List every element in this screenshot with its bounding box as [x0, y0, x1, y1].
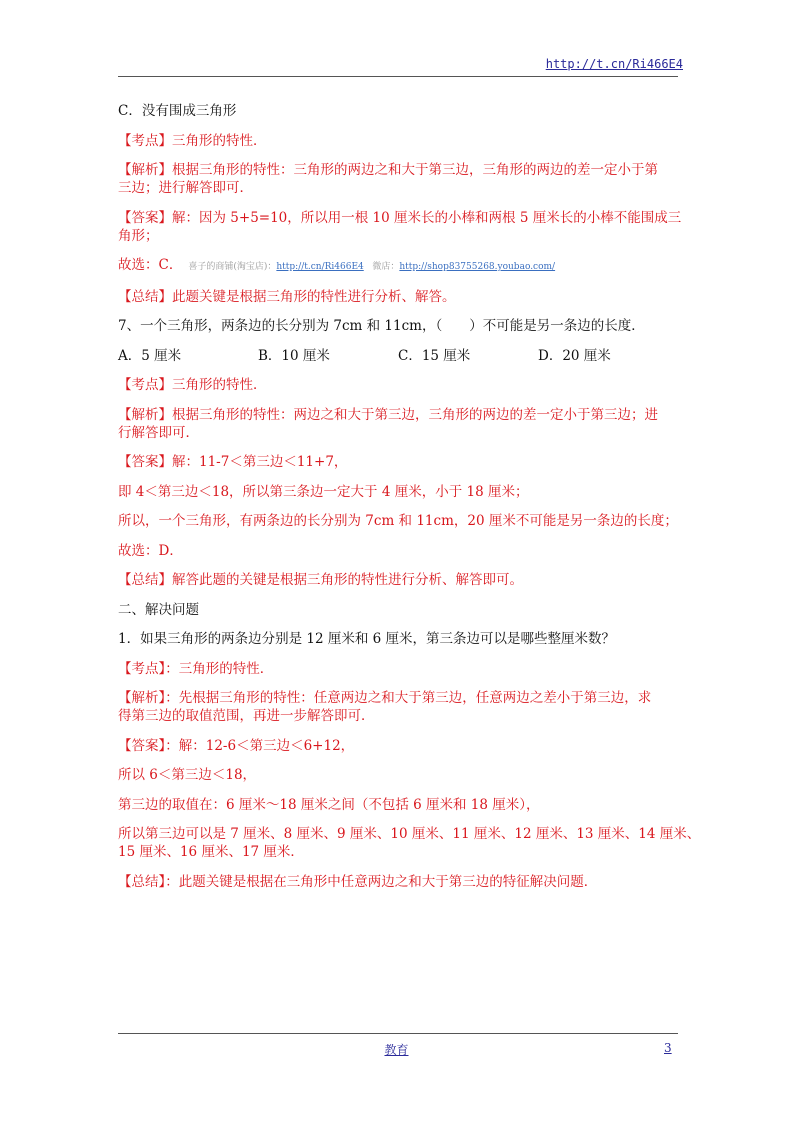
zongjie-1: 【总结】此题关键是根据三角形的特性进行分析、解答。 [118, 288, 456, 305]
jiexi-3-a: 【解析】：先根据三角形的特性：任意两边之和大于第三边，任意两边之差小于第三边，求 [118, 690, 652, 706]
watermark-shop-link[interactable]: http://t.cn/Ri466E4 [276, 262, 364, 272]
daan-3-e: 15 厘米、16 厘米、17 厘米． [118, 844, 304, 860]
watermark [188, 262, 555, 272]
watermark-weidian-link[interactable]: http://shop83755268.youbao.com/ [399, 262, 556, 272]
guxuan-1 [118, 256, 678, 276]
problem-1: 1．如果三角形的两条边分别是 12 厘米和 6 厘米，第三条边可以是哪些整厘米数？ [118, 631, 616, 647]
guxuan-2: 故选：D． [118, 542, 183, 559]
zongjie-3: 【总结】：此题关键是根据在三角形中任意两边之和大于第三边的特征解决问题． [118, 873, 598, 890]
daan-3-a: 【答案】：解：12-6＜第三边＜6+12， [118, 737, 355, 754]
kaodian-3: 【考点】：三角形的特性． [118, 660, 274, 677]
section-heading: 二、解决问题 [118, 601, 199, 618]
option-c: C．15 厘米 [398, 347, 471, 364]
jiexi-1-a: 【解析】根据三角形的特性：三角形的两边之和大于第三边，三角形的两边的差一定小于第 [118, 162, 658, 178]
kaodian-1: 【考点】三角形的特性． [118, 132, 267, 149]
option-a: A．5 厘米 [118, 347, 182, 364]
question-7-options [118, 347, 678, 365]
footer-link[interactable]: 教育 [384, 1043, 409, 1057]
jiexi-1-b: 三边；进行解答即可． [118, 180, 253, 196]
watermark-shop-label: 喜子的商铺(淘宝店)： [188, 262, 277, 272]
daan-3-b: 所以 6＜第三边＜18， [118, 767, 257, 783]
jiexi-3-b: 得第三边的取值范围，再进一步解答即可． [118, 708, 375, 724]
jiexi-2-a: 【解析】根据三角形的特性：两边之和大于第三边，三角形的两边的差一定小于第三边；进 [118, 406, 658, 423]
daan-2-a: 【答案】解：11-7＜第三边＜11+7， [118, 454, 348, 470]
kaodian-2: 【考点】三角形的特性． [118, 377, 267, 393]
question-7: 7、一个三角形，两条边的长分别为 7cm 和 11cm，（ ）不可能是另一条边的长度． [118, 318, 645, 334]
daan-2-b: 即 4＜第三边＜18，所以第三条边一定大于 4 厘米，小于 18 厘米； [118, 483, 529, 500]
option-c-line: C．没有围成三角形 [118, 103, 237, 119]
page-number: 3 [664, 1041, 672, 1055]
guxuan-1-text: 故选：C． [118, 257, 183, 273]
watermark-weidian-label: 微店： [372, 262, 400, 272]
daan-1-a: 【答案】解：因为 5+5=10，所以用一根 10 厘米长的小棒和两根 5 厘米长的小棒不能围成三 [118, 209, 682, 226]
header-link[interactable]: http://t.cn/Ri466E4 [545, 57, 683, 71]
option-d: D．20 厘米 [538, 347, 611, 364]
daan-2-c: 所以，一个三角形，有两条边的长分别为 7cm 和 11cm，20 厘米不可能是另一条边的长度； [118, 513, 678, 529]
daan-1-b: 角形； [118, 227, 159, 244]
page-content [118, 102, 701, 902]
footer-rule [118, 1033, 678, 1034]
header-rule [118, 76, 678, 77]
zongjie-2: 【总结】解答此题的关键是根据三角形的特性进行分析、解答即可。 [118, 572, 523, 588]
daan-3-d: 所以第三边可以是 7 厘米、8 厘米、9 厘米、10 厘米、11 厘米、12 厘米、13 厘米、14 厘米、 [118, 826, 701, 842]
option-b: B．10 厘米 [258, 347, 330, 364]
jiexi-2-b: 行解答即可． [118, 424, 199, 441]
daan-3-c: 第三边的取值在：6 厘米～18 厘米之间（不包括 6 厘米和 18 厘米）， [118, 796, 540, 813]
